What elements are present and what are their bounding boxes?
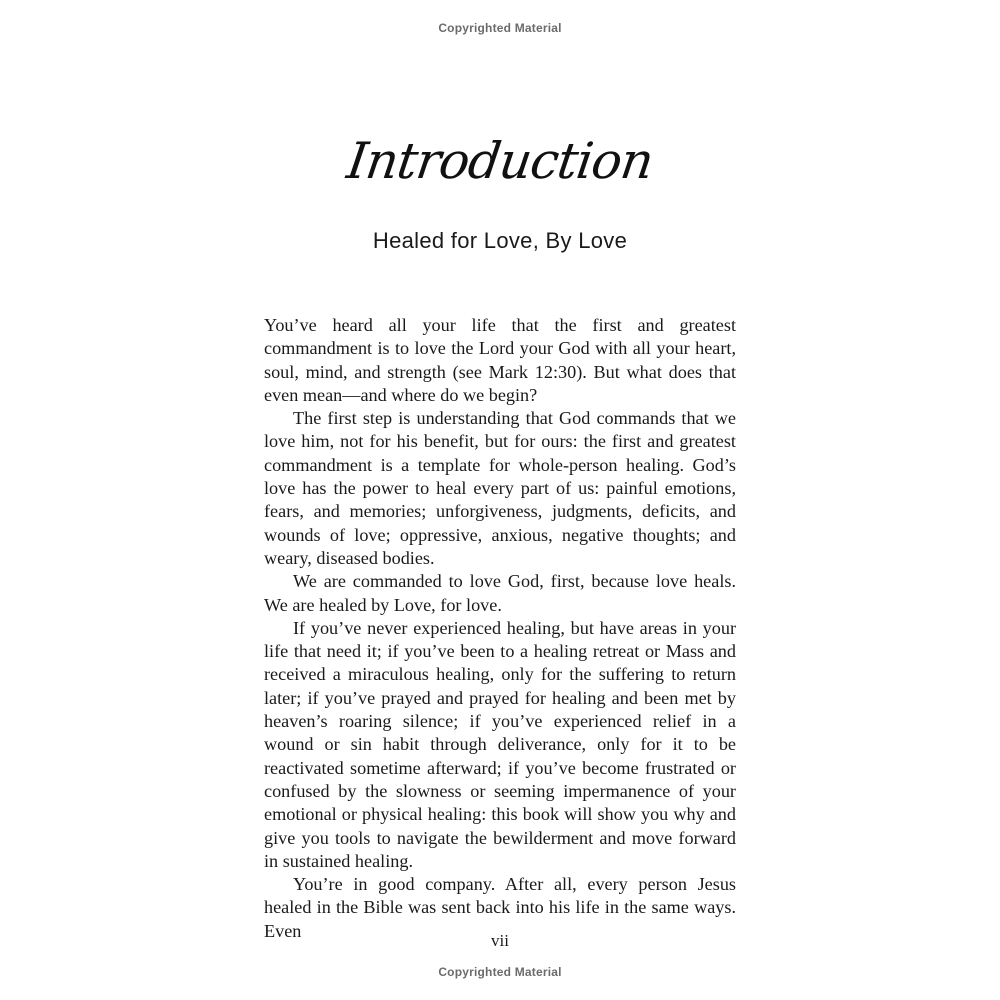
- paragraph-4: If you’ve never experienced healing, but have areas in your life that need it; if you’ve been to a healing retreat or Mass and received a miraculous healing, only for the suffering to return later; if you’ve prayed and prayed for healing and been met by heaven’s roaring silence; if you’ve experienced relief in a wound or sin habit through deliverance, only for it to be reactivated sometime afterward; if you’ve become frustrated or confused by the slowness or seeming impermanence of your emotional or physical healing: this book will show you why and give you tools to navigate the bewilderment and move forward in sustained healing.: [264, 617, 736, 871]
- paragraph-3: We are commanded to love God, first, because love heals. We are healed by Love, for love.: [264, 571, 736, 615]
- copyright-watermark-top: Copyrighted Material: [438, 21, 562, 35]
- chapter-title: Introduction: [343, 132, 657, 190]
- paragraph-5: You’re in good company. After all, every person Jesus healed in the Bible was sent back into his life in the same ways. Even: [264, 874, 736, 941]
- paragraph-1: You’ve heard all your life that the first and greatest commandment is to love the Lord your God with all your heart, soul, mind, and strength (see Mark 12:30). But what does that even mean—and where do we begin?: [264, 315, 736, 405]
- page-number: vii: [491, 931, 509, 950]
- paragraph-2: The first step is understanding that God commands that we love him, not for his benefit, but for ours: the first and greatest commandment is a template for whole-person healing. God’s love has the power to heal every part of us: painful emotions, fears, and memories; unforgiveness, judgments, deficits, and wounds of love; oppressive, anxious, negative thoughts; and weary, diseased bodies.: [264, 408, 736, 568]
- chapter-subtitle: Healed for Love, By Love: [372, 228, 628, 253]
- body-text: [264, 314, 736, 943]
- copyright-watermark-bottom: Copyrighted Material: [438, 965, 562, 979]
